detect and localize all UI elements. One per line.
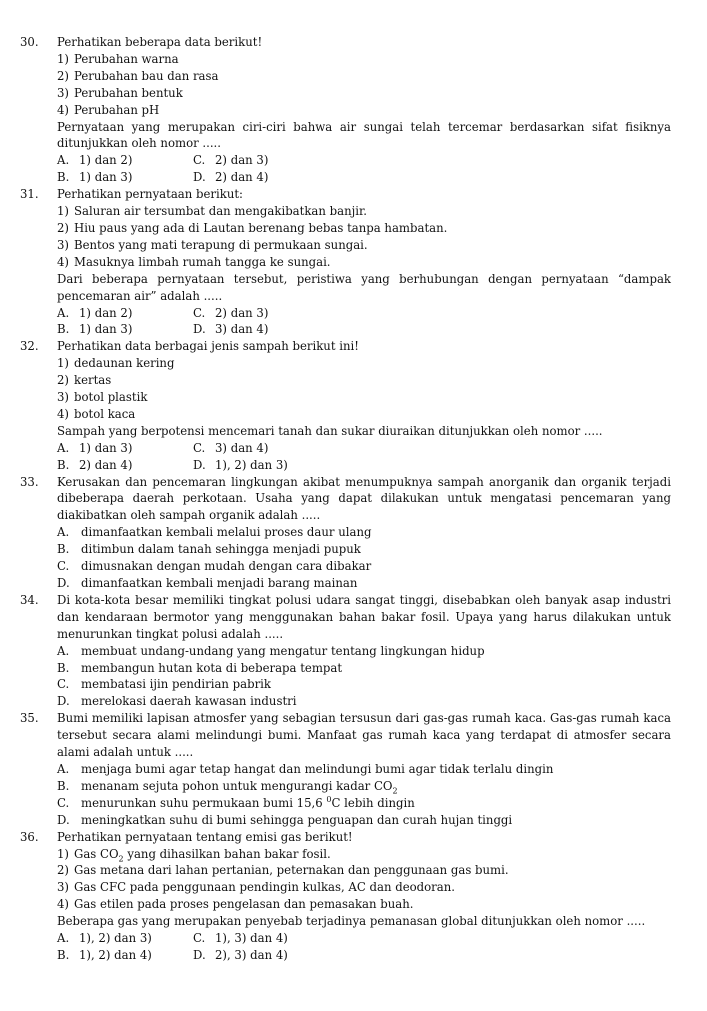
answer-option-a[interactable]: A. menjaga bumi agar tetap hangat dan melindungi bumi agar tidak terlalu dingin: [57, 761, 554, 776]
statement-item: 2) Hiu paus yang ada di Lautan berenang bebas tanpa hambatan.: [57, 220, 448, 235]
answer-option-b[interactable]: B. 2) dan 4): [57, 457, 133, 472]
answer-options-row: [57, 457, 671, 474]
answer-option-a[interactable]: A. membuat undang-undang yang mengatur tentang lingkungan hidup: [57, 643, 485, 658]
answer-option-a[interactable]: A. 1) dan 3): [57, 440, 133, 455]
question-34: [20, 592, 671, 710]
question-prompt: Dari beberapa pernyataan tersebut, peristiwa yang berhubungan dengan pernyataan “dampak pencemaran air” adalah .....: [57, 271, 671, 303]
answer-option-b[interactable]: B. menanam sejuta pohon untuk mengurangi kadar $CO_2$: [57, 778, 398, 796]
answer-options-row: [57, 930, 671, 947]
answer-option-a[interactable]: A. 1), 2) dan 3): [57, 931, 152, 946]
answer-option-b[interactable]: B. ditimbun dalam tanah sehingga menjadi pupuk: [57, 542, 361, 557]
statement-item: 4) Perubahan pH: [57, 102, 160, 117]
answer-option-b[interactable]: B. 1), 2) dan 4): [57, 947, 152, 962]
statement-item: 2) kertas: [57, 373, 112, 388]
question-number: 33.: [20, 474, 39, 489]
statement-item: 4) Gas etilen pada proses pengelasan dan pemasakan buah.: [57, 897, 414, 912]
answer-option-c[interactable]: C. 2) dan 3): [193, 305, 269, 320]
question-32: [20, 338, 671, 473]
answer-option-c[interactable]: C. dimusnakan dengan mudah dengan cara dibakar: [57, 559, 372, 574]
question-33: [20, 474, 671, 592]
answer-option-b[interactable]: B. 1) dan 3): [57, 322, 133, 337]
answer-option-d[interactable]: D. 2), 3) dan 4): [193, 947, 288, 962]
statement-item: 3) Perubahan bentuk: [57, 85, 183, 100]
answer-options-row: [57, 321, 671, 338]
answer-option-a[interactable]: A. 1) dan 2): [57, 153, 133, 168]
question-stem: Perhatikan beberapa data berikut!: [57, 35, 263, 49]
question-number: 35.: [20, 711, 39, 726]
statement-item: 1) Gas $CO_2$ yang dihasilkan bahan bakar fosil.: [57, 846, 331, 863]
question-30: [20, 34, 671, 186]
question-prompt: Pernyataan yang merupakan ciri-ciri bahwa air sungai telah tercemar berdasarkan sifat fisiknya ditunjukkan oleh nomor .....: [57, 119, 671, 151]
answer-option-d[interactable]: D. 2) dan 4): [193, 170, 269, 185]
question-stem: Kerusakan dan pencemaran lingkungan akibat menumpuknya sampah anorganik dan organik terjadi dibeberapa daerah perkotaan. Usaha yang dapat dilakukan untuk mengatasi pencemaran yang diakibatkan oleh sampah organik adalah .....: [57, 474, 671, 523]
statement-item: 1) Saluran air tersumbat dan mengakibatkan banjir.: [57, 204, 367, 219]
answer-option-d[interactable]: D. merelokasi daerah kawasan industri: [57, 694, 297, 709]
question-31: [20, 186, 671, 338]
answer-option-d[interactable]: D. 1), 2) dan 3): [193, 457, 288, 472]
statement-item: 3) Gas CFC pada penggunaan pendingin kulkas, AC dan deodoran.: [57, 880, 455, 895]
statement-item: 4) botol kaca: [57, 406, 136, 421]
question-prompt: Sampah yang berpotensi mencemari tanah dan sukar diuraikan ditunjukkan oleh nomor .....: [57, 423, 603, 438]
statement-item: 2) Perubahan bau dan rasa: [57, 68, 219, 83]
question-35: [20, 710, 671, 828]
question-stem: Perhatikan pernyataan berikut:: [57, 187, 243, 202]
answer-options-row: [57, 305, 671, 322]
statement-item: 1) dedaunan kering: [57, 356, 175, 371]
question-stem: Perhatikan data berbagai jenis sampah berikut ini!: [57, 339, 359, 354]
statement-item: 2) Gas metana dari lahan pertanian, peternakan dan penggunaan gas bumi.: [57, 863, 509, 878]
subscript: 2: [392, 786, 398, 796]
answer-options-row: [57, 152, 671, 169]
answer-option-c[interactable]: C. 1), 3) dan 4): [193, 931, 288, 946]
answer-option-b[interactable]: B. 1) dan 3): [57, 170, 133, 185]
answer-option-c[interactable]: C. 3) dan 4): [193, 440, 269, 455]
question-36: [20, 829, 671, 964]
statement-item: 1) Perubahan warna: [57, 51, 179, 66]
answer-option-c[interactable]: C. membatasi ijin pendirian pabrik: [57, 677, 272, 692]
question-number: 34.: [20, 592, 39, 607]
answer-option-c[interactable]: C. menurunkan suhu permukaan bumi 15,6 $^0$C lebih dingin: [57, 794, 415, 810]
answer-options-row: [57, 169, 671, 186]
subscript: 2: [118, 853, 124, 863]
answer-option-a[interactable]: A. 1) dan 2): [57, 305, 133, 320]
question-stem: Perhatikan pernyataan tentang emisi gas berikut!: [57, 829, 353, 844]
question-number: 31.: [20, 187, 39, 202]
answer-options-row: [57, 440, 671, 457]
question-number: 30.: [20, 35, 39, 49]
answer-options-row: [57, 947, 671, 964]
answer-option-d[interactable]: D. dimanfaatkan kembali menjadi barang mainan: [57, 576, 358, 590]
statement-item: 3) Bentos yang mati terapung di permukaan sungai.: [57, 237, 368, 252]
question-number: 32.: [20, 339, 39, 354]
question-number: 36.: [20, 829, 39, 844]
statement-item: 3) botol plastik: [57, 390, 148, 405]
degree-superscript: 0: [326, 794, 332, 804]
question-stem: Bumi memiliki lapisan atmosfer yang sebagian tersusun dari gas-gas rumah kaca. Gas-gas rumah kaca tersebut secara alami melindungi bumi. Manfaat gas rumah kaca yang terdapat di atmosfer secara alami adalah untuk .....: [57, 711, 671, 760]
answer-option-b[interactable]: B. membangun hutan kota di beberapa tempat: [57, 660, 343, 675]
answer-option-d[interactable]: D. 3) dan 4): [193, 322, 269, 337]
statement-item: 4) Masuknya limbah rumah tangga ke sungai.: [57, 254, 331, 269]
question-stem: Di kota-kota besar memiliki tingkat polusi udara sangat tinggi, disebabkan oleh banyak asap industri dan kendaraan bermotor yang menggunakan bahan bakar fosil. Upaya yang harus dilakukan untuk menurunkan tingkat polusi adalah .....: [57, 592, 671, 641]
answer-option-a[interactable]: A. dimanfaatkan kembali melalui proses daur ulang: [57, 525, 372, 540]
answer-option-d[interactable]: D. meningkatkan suhu di bumi sehingga penguapan dan curah hujan tinggi: [57, 812, 513, 827]
question-prompt: Beberapa gas yang merupakan penyebab terjadinya pemanasan global ditunjukkan oleh nomor .....: [57, 914, 646, 929]
answer-option-c[interactable]: C. 2) dan 3): [193, 153, 269, 168]
